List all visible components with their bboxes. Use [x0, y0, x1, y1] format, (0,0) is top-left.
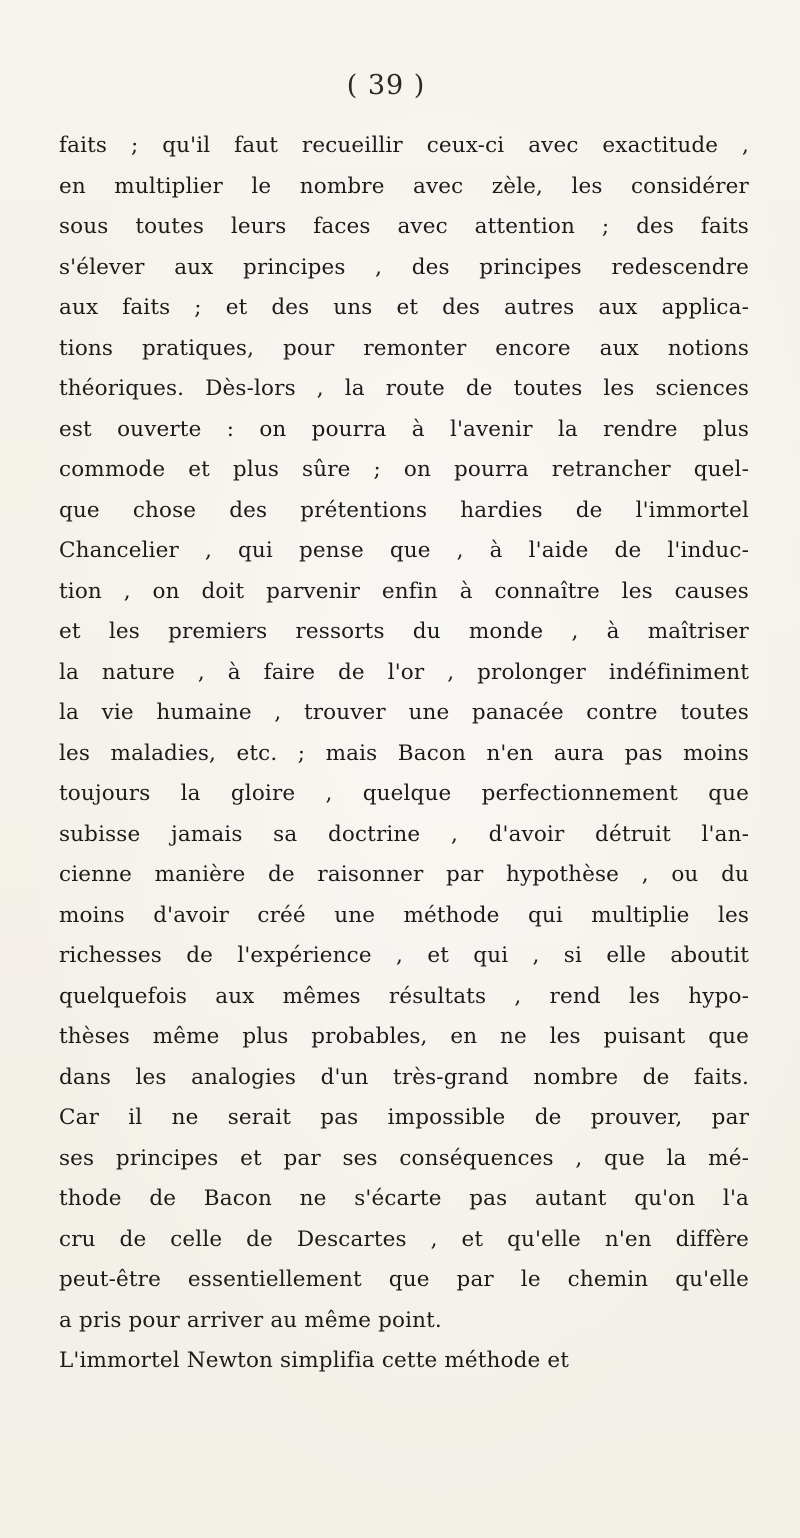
text-line: a pris pour arriver au même point. [59, 1307, 442, 1333]
text-line: toujours la gloire , quelque perfectionnement que [59, 781, 749, 806]
text-line: la nature , à faire de l'or , prolonger indéfiniment [59, 659, 749, 685]
text-line: L'immortel Newton simplifia cette méthode et [59, 1348, 570, 1373]
text-line: Chancelier , qui pense que , à l'aide de l'induc- [59, 538, 749, 563]
text-line: est ouverte : on pourra à l'avenir la rendre plus [59, 416, 749, 442]
text-line: quelquefois aux mêmes résultats , rend les hypo- [59, 983, 749, 1009]
text-line: Car il ne serait pas impossible de prouver, par [59, 1105, 749, 1130]
text-line: thode de Bacon ne s'écarte pas autant qu'on l'a [59, 1186, 749, 1211]
text-line: ses principes et par ses conséquences , que la mé- [59, 1145, 749, 1171]
text-line: sous toutes leurs faces avec attention ; des faits [59, 214, 749, 239]
text-line: cru de celle de Descartes , et qu'elle n'en diffère [59, 1226, 749, 1252]
text-line: théoriques. Dès-lors , la route de toutes les sciences [59, 376, 749, 401]
text-line: commode et plus sûre ; on pourra retrancher quel- [59, 457, 749, 482]
text-line: la vie humaine , trouver une panacée contre toutes [59, 700, 749, 725]
text-line: dans les analogies d'un très-grand nombre de faits. [59, 1064, 749, 1090]
page-number: ( 39 ) [346, 70, 426, 101]
text-line: moins d'avoir créé une méthode qui multiplie les [59, 902, 749, 928]
text-line: en multiplier le nombre avec zèle, les considérer [59, 173, 749, 199]
text-line: que chose des prétentions hardies de l'immortel [59, 497, 749, 523]
text-line: subisse jamais sa doctrine , d'avoir détruit l'an- [59, 821, 749, 847]
body-text [59, 126, 749, 1382]
text-line: aux faits ; et des uns et des autres aux applica- [59, 295, 749, 320]
text-line: tions pratiques, pour remonter encore aux notions [59, 335, 749, 361]
text-line: richesses de l'expérience , et qui , si elle aboutit [59, 943, 749, 968]
text-line: faits ; qu'il faut recueillir ceux-ci avec exactitude , [59, 133, 749, 158]
text-line: les maladies, etc. ; mais Bacon n'en aura pas moins [59, 740, 749, 766]
text-line: s'élever aux principes , des principes redescendre [59, 254, 749, 280]
text-line: cienne manière de raisonner par hypothèse , ou du [59, 862, 749, 887]
text-line: peut-être essentiellement que par le chemin qu'elle [59, 1267, 749, 1292]
text-line: thèses même plus probables, en ne les puisant que [59, 1024, 749, 1049]
text-line: et les premiers ressorts du monde , à maîtriser [59, 619, 749, 644]
text-line: tion , on doit parvenir enfin à connaître les causes [59, 578, 749, 604]
